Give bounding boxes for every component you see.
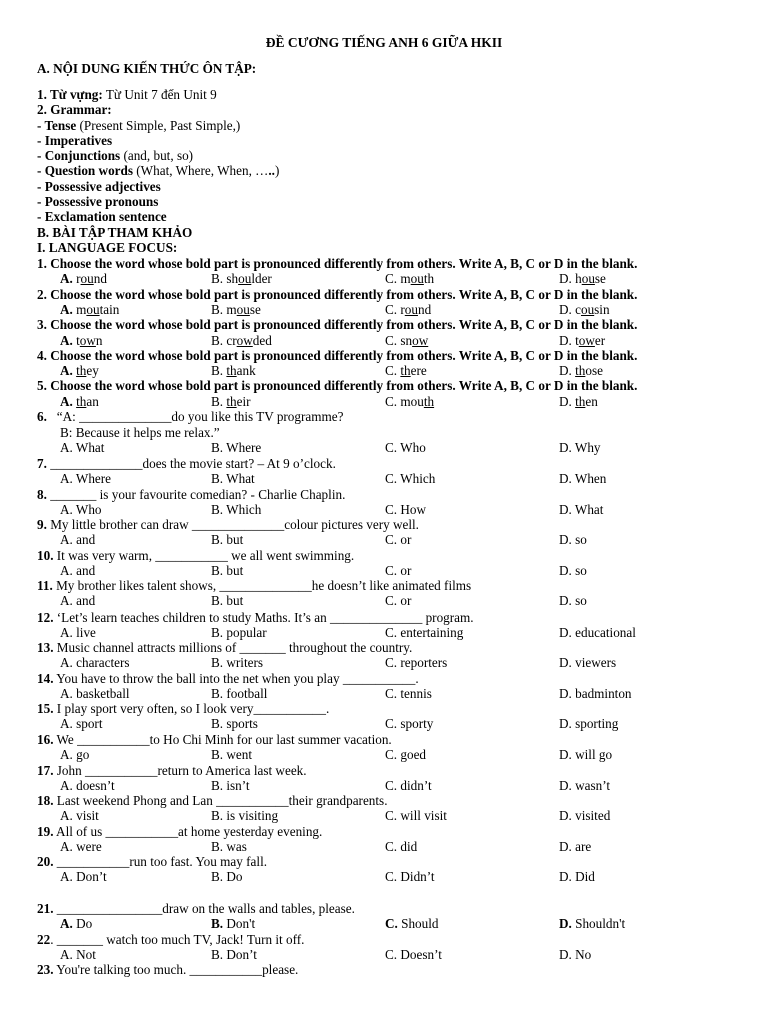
- pron-question-2: 2. Choose the word whose bold part is pronounced differently from others. Write A, B, C or D in the blank.: [37, 286, 638, 302]
- pron-3-option-b: B. crowded: [211, 332, 272, 348]
- q10-option-a: A. and: [60, 562, 96, 578]
- section-a-heading: A. NỘI DUNG KIẾN THỨC ÔN TẬP:: [37, 61, 257, 76]
- pron-5-option-a: A. than: [60, 393, 99, 409]
- question-11: 11. My brother likes talent shows, ______________he doesn’t like animated films: [37, 578, 472, 593]
- pron-2-option-d: D. cousin: [559, 301, 610, 317]
- q19-option-a: A. were: [60, 838, 102, 854]
- exclamation-line: - Exclamation sentence: [37, 209, 167, 224]
- question-13: 13. Music channel attracts millions of _______ throughout the country.: [37, 640, 413, 655]
- section-b-heading: B. BÀI TẬP THAM KHẢO: [37, 225, 193, 240]
- question-8: 8. _______ is your favourite comedian? - Charlie Chaplin.: [37, 486, 346, 502]
- pron-4-option-c: C. there: [385, 363, 427, 379]
- q11-option-b: B. but: [211, 593, 244, 609]
- q17-option-a: A. doesn’t: [60, 777, 115, 793]
- question-14: 14. You have to throw the ball into the net when you play ___________.: [37, 670, 419, 686]
- q8-option-b: B. Which: [211, 501, 262, 517]
- pron-1-option-b: B. shoulder: [211, 271, 272, 287]
- question-22: 22. _______ watch too much TV, Jack! Turn it off.: [37, 932, 305, 947]
- q6-option-c: C. Who: [385, 440, 426, 455]
- q18-option-a: A. visit: [60, 808, 99, 824]
- pron-1-option-c: C. mouth: [385, 271, 435, 287]
- grammar-heading: 2. Grammar:: [37, 102, 112, 117]
- pron-question-4: 4. Choose the word whose bold part is pronounced differently from others. Write A, B, C or D in the blank.: [37, 347, 638, 363]
- q21-option-c: C. Should: [385, 916, 439, 932]
- question-19: 19. All of us ___________at home yesterday evening.: [37, 823, 323, 839]
- q15-option-b: B. sports: [211, 716, 258, 732]
- pron-1-option-a: A. round: [60, 271, 107, 287]
- q19-option-c: C. did: [385, 838, 418, 854]
- q15-option-d: D. sporting: [559, 716, 619, 732]
- question-16: 16. We ___________to Ho Chi Minh for our last summer vacation.: [37, 732, 392, 747]
- q9-option-a: A. and: [60, 532, 96, 548]
- q7-option-c: C. Which: [385, 471, 436, 487]
- imperatives-line: - Imperatives: [37, 133, 113, 148]
- q20-option-c: C. Didn’t: [385, 869, 435, 885]
- q6-option-b: B. Where: [211, 440, 262, 455]
- q16-option-b: B. went: [211, 747, 253, 763]
- pron-2-option-a: A. moutain: [60, 301, 120, 317]
- q18-option-d: D. visited: [559, 808, 611, 824]
- possessive-adjectives-line: - Possessive adjectives: [37, 179, 161, 194]
- question-words-line: - Question words (What, Where, When, …..): [37, 163, 280, 178]
- question-9: 9. My little brother can draw ______________colour pictures very well.: [37, 517, 419, 532]
- vocab-line: 1. Từ vựng: Từ Unit 7 đến Unit 9: [37, 87, 217, 102]
- q22-option-a: A. Not: [60, 947, 96, 963]
- q12-option-b: B. popular: [211, 624, 267, 640]
- q16-option-a: A. go: [60, 747, 90, 763]
- q18-option-c: C. will visit: [385, 808, 447, 824]
- question-12: 12. ‘Let’s learn teaches children to study Maths. It’s an ______________ program.: [37, 609, 474, 625]
- q12-option-c: C. entertaining: [385, 624, 464, 640]
- q20-option-d: D. Did: [559, 869, 595, 885]
- question-6-line1: 6. “A: ______________do you like this TV programme?: [37, 409, 344, 424]
- pron-4-option-d: D. those: [559, 363, 603, 379]
- q11-option-a: A. and: [60, 593, 96, 609]
- pron-3-option-d: D. tower: [559, 332, 606, 348]
- q14-option-a: A. basketball: [60, 685, 130, 701]
- tense-line: - Tense (Present Simple, Past Simple,): [37, 118, 241, 133]
- q13-option-b: B. writers: [211, 655, 264, 671]
- question-20: 20. ___________run too fast. You may fall.: [37, 854, 268, 869]
- q14-option-c: C. tennis: [385, 685, 432, 701]
- q13-option-c: C. reporters: [385, 655, 448, 671]
- q19-option-d: D. are: [559, 838, 592, 854]
- pron-4-option-a: A. they: [60, 363, 99, 379]
- q7-option-a: A. Where: [60, 471, 112, 487]
- q10-option-d: D. so: [559, 562, 587, 578]
- q21-option-d: D. Shouldn't: [559, 916, 626, 932]
- q6-option-d: D. Why: [559, 440, 601, 455]
- q17-option-b: B. isn’t: [211, 777, 250, 793]
- pron-question-1: 1. Choose the word whose bold part is pronounced differently from others. Write A, B, C or D in the blank.: [37, 256, 638, 271]
- q19-option-b: B. was: [211, 838, 247, 854]
- q7-option-b: B. What: [211, 471, 255, 487]
- q12-option-a: A. live: [60, 624, 96, 640]
- q11-option-c: C. or: [385, 593, 412, 609]
- q16-option-d: D. will go: [559, 747, 613, 763]
- question-17: 17. John ___________return to America last week.: [37, 762, 307, 778]
- q18-option-b: B. is visiting: [211, 808, 279, 824]
- q13-option-d: D. viewers: [559, 655, 617, 671]
- pron-question-5: 5. Choose the word whose bold part is pronounced differently from others. Write A, B, C or D in the blank.: [37, 378, 638, 394]
- q20-option-b: B. Do: [211, 869, 243, 885]
- section-i-heading: I. LANGUAGE FOCUS:: [37, 240, 178, 255]
- question-21: 21. ________________draw on the walls and tables, please.: [37, 901, 355, 916]
- pron-1-option-d: D. house: [559, 271, 606, 287]
- q22-option-b: B. Don’t: [211, 947, 257, 963]
- q16-option-c: C. goed: [385, 747, 427, 763]
- pron-5-option-c: C. mouth: [385, 393, 435, 409]
- pron-question-3: 3. Choose the word whose bold part is pronounced differently from others. Write A, B, C or D in the blank.: [37, 317, 638, 333]
- pron-2-option-b: B. mouse: [211, 301, 261, 317]
- pron-5-option-d: D. then: [559, 393, 598, 409]
- document-title: ĐỀ CƯƠNG TIẾNG ANH 6 GIỮA HKII: [265, 35, 503, 50]
- conjunctions-line: - Conjunctions (and, but, so): [37, 148, 194, 163]
- pron-2-option-c: C. round: [385, 301, 432, 317]
- question-15: 15. I play sport very often, so I look very___________.: [37, 701, 330, 716]
- q11-option-d: D. so: [559, 593, 587, 609]
- q6-option-a: A. What: [60, 440, 105, 455]
- q10-option-c: C. or: [385, 562, 412, 578]
- question-18: 18. Last weekend Phong and Lan ___________their grandparents.: [37, 793, 388, 808]
- q9-option-d: D. so: [559, 532, 587, 548]
- q13-option-a: A. characters: [60, 655, 130, 671]
- q8-option-d: D. What: [559, 501, 604, 517]
- q17-option-d: D. wasn’t: [559, 777, 611, 793]
- question-23: 23. You're talking too much. ___________please.: [37, 962, 299, 977]
- q22-option-d: D. No: [559, 947, 592, 963]
- question-10: 10. It was very warm, ___________ we all went swimming.: [37, 547, 355, 563]
- q21-option-a: A. Do: [60, 916, 93, 932]
- possessive-pronouns-line: - Possessive pronouns: [37, 194, 159, 209]
- q9-option-b: B. but: [211, 532, 244, 548]
- q15-option-a: A. sport: [60, 716, 103, 732]
- q8-option-c: C. How: [385, 501, 427, 517]
- question-6-line2: B: Because it helps me relax.”: [60, 425, 220, 440]
- q20-option-a: A. Don’t: [60, 869, 107, 885]
- q10-option-b: B. but: [211, 562, 244, 578]
- pron-4-option-b: B. thank: [211, 363, 256, 379]
- q14-option-b: B. football: [211, 685, 268, 701]
- q14-option-d: D. badminton: [559, 685, 632, 701]
- q15-option-c: C. sporty: [385, 716, 434, 732]
- q7-option-d: D. When: [559, 471, 607, 487]
- q8-option-a: A. Who: [60, 501, 102, 517]
- q12-option-d: D. educational: [559, 624, 636, 640]
- q22-option-c: C. Doesn’t: [385, 947, 442, 963]
- pron-5-option-b: B. their: [211, 393, 251, 409]
- pron-3-option-c: C. snow: [385, 332, 429, 348]
- question-7: 7. ______________does the movie start? – At 9 o’clock.: [37, 456, 336, 471]
- pron-3-option-a: A. town: [60, 332, 103, 348]
- q21-option-b: B. Don't: [211, 916, 256, 932]
- q9-option-c: C. or: [385, 532, 412, 548]
- q17-option-c: C. didn’t: [385, 777, 432, 793]
